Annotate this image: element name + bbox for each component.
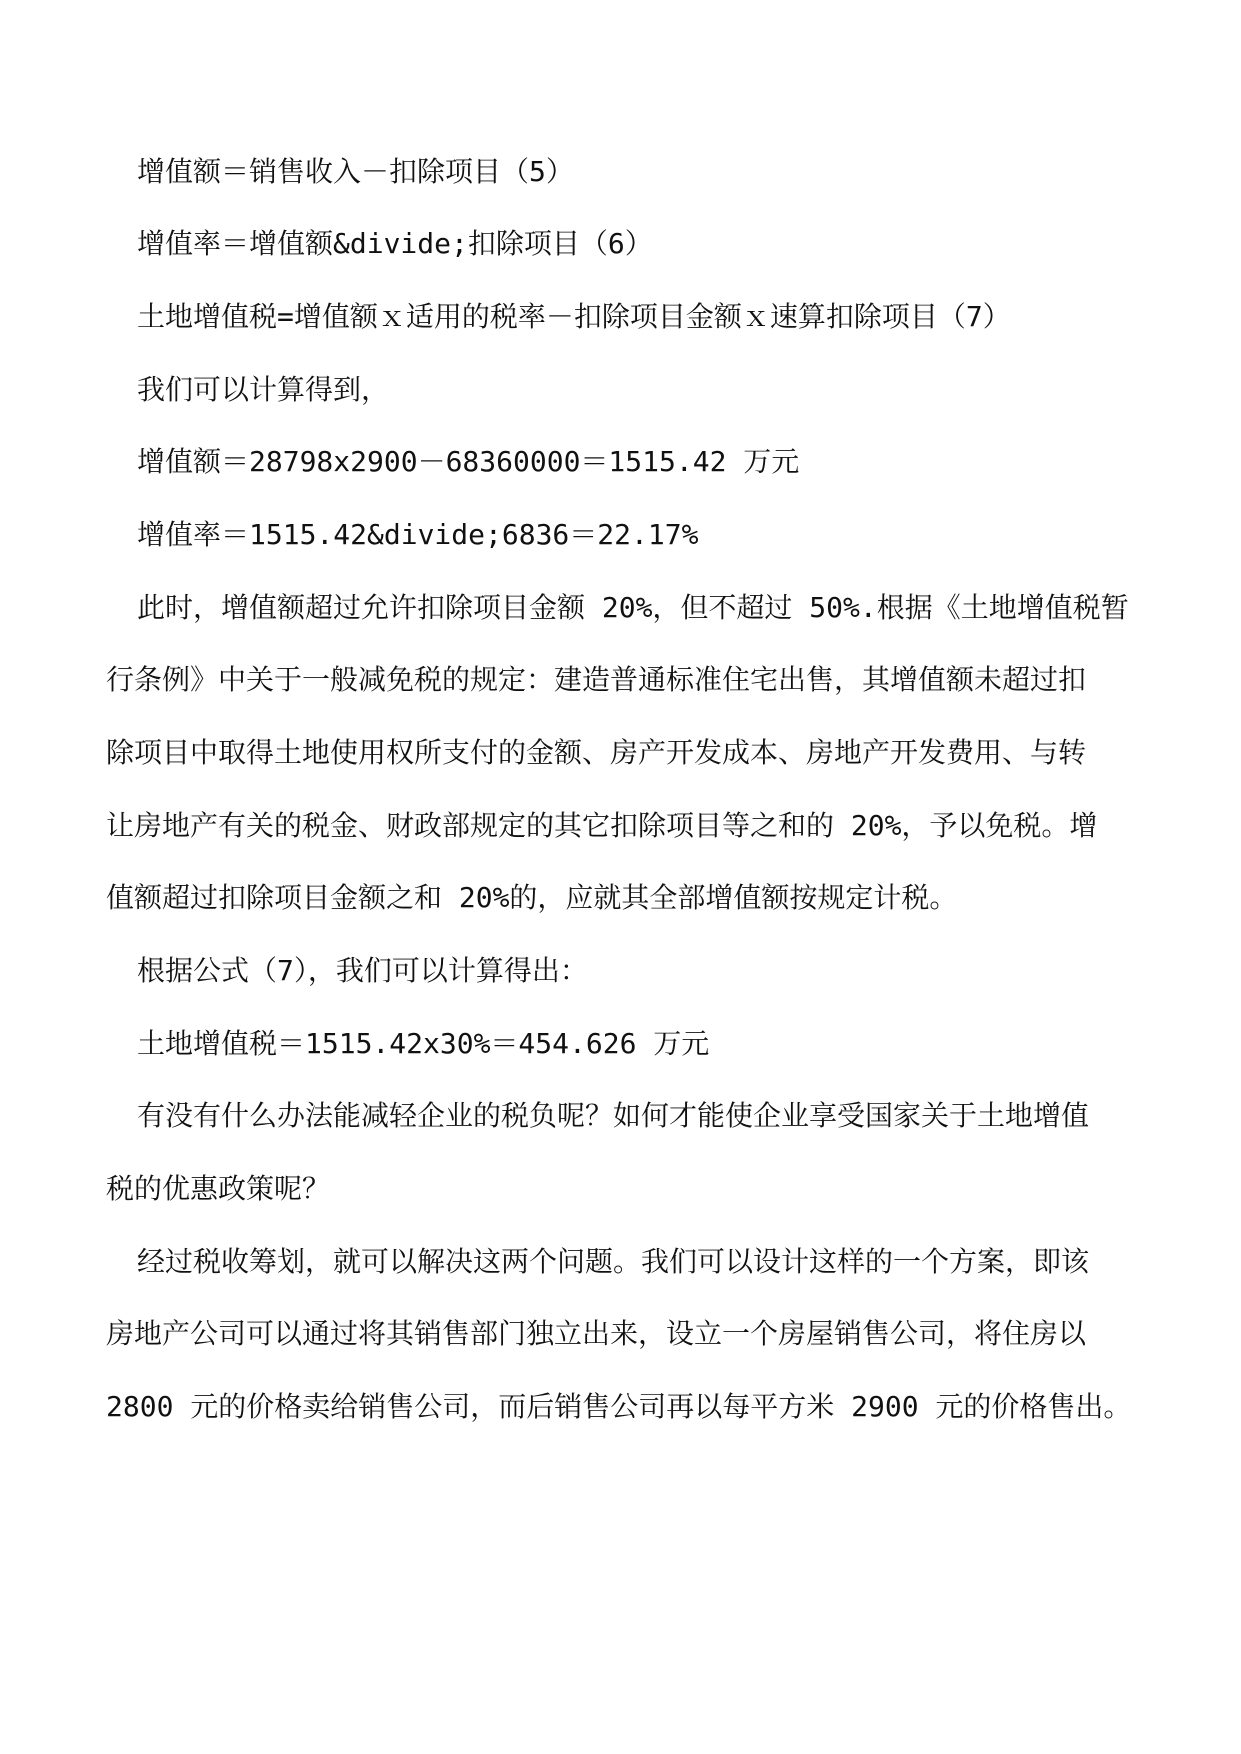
paragraph-line: 值额超过扣除项目金额之和 20%的，应就其全部增值额按规定计税。 [106,881,958,914]
paragraph-line: 行条例》中关于一般减免税的规定：建造普通标准住宅出售，其增值额未超过扣 [106,663,1087,696]
paragraph-line: 税的优惠政策呢？ [106,1172,331,1205]
calculation-land-vat: 土地增值税＝1515.42x30%＝454.626 万元 [137,1027,710,1060]
paragraph-line: 房地产公司可以通过将其销售部门独立出来，设立一个房屋销售公司，将住房以 [106,1317,1087,1350]
paragraph-line: 此时，增值额超过允许扣除项目金额 20%，但不超过 50%.根据《土地增值税暂 [137,591,1129,624]
paragraph-line: 2800 元的价格卖给销售公司，而后销售公司再以每平方米 2900 元的价格售出。 [106,1390,1132,1423]
paragraph-line: 经过税收筹划，就可以解决这两个问题。我们可以设计这样的一个方案，即该 [137,1245,1090,1278]
paragraph-line: 除项目中取得土地使用权所支付的金额、房产开发成本、房地产开发费用、与转 [106,736,1087,769]
formula-value-added: 增值额＝销售收入－扣除项目（5） [137,155,574,188]
calculation-intro-2: 根据公式（7），我们可以计算得出： [137,954,588,987]
calculation-value-added: 增值额＝28798x2900－68360000＝1515.42 万元 [137,445,800,478]
paragraph-line: 让房地产有关的税金、财政部规定的其它扣除项目等之和的 20%，予以免税。增 [106,809,1098,842]
formula-land-vat: 土地增值税=增值额ｘ适用的税率－扣除项目金额ｘ速算扣除项目（7） [137,300,1011,333]
calculation-intro: 我们可以计算得到， [137,373,390,406]
formula-value-added-rate: 增值率＝增值额&divide;扣除项目（6） [137,227,653,260]
paragraph-line: 有没有什么办法能减轻企业的税负呢？如何才能使企业享受国家关于土地增值 [137,1099,1090,1132]
calculation-value-added-rate: 增值率＝1515.42&divide;6836＝22.17% [137,518,699,551]
